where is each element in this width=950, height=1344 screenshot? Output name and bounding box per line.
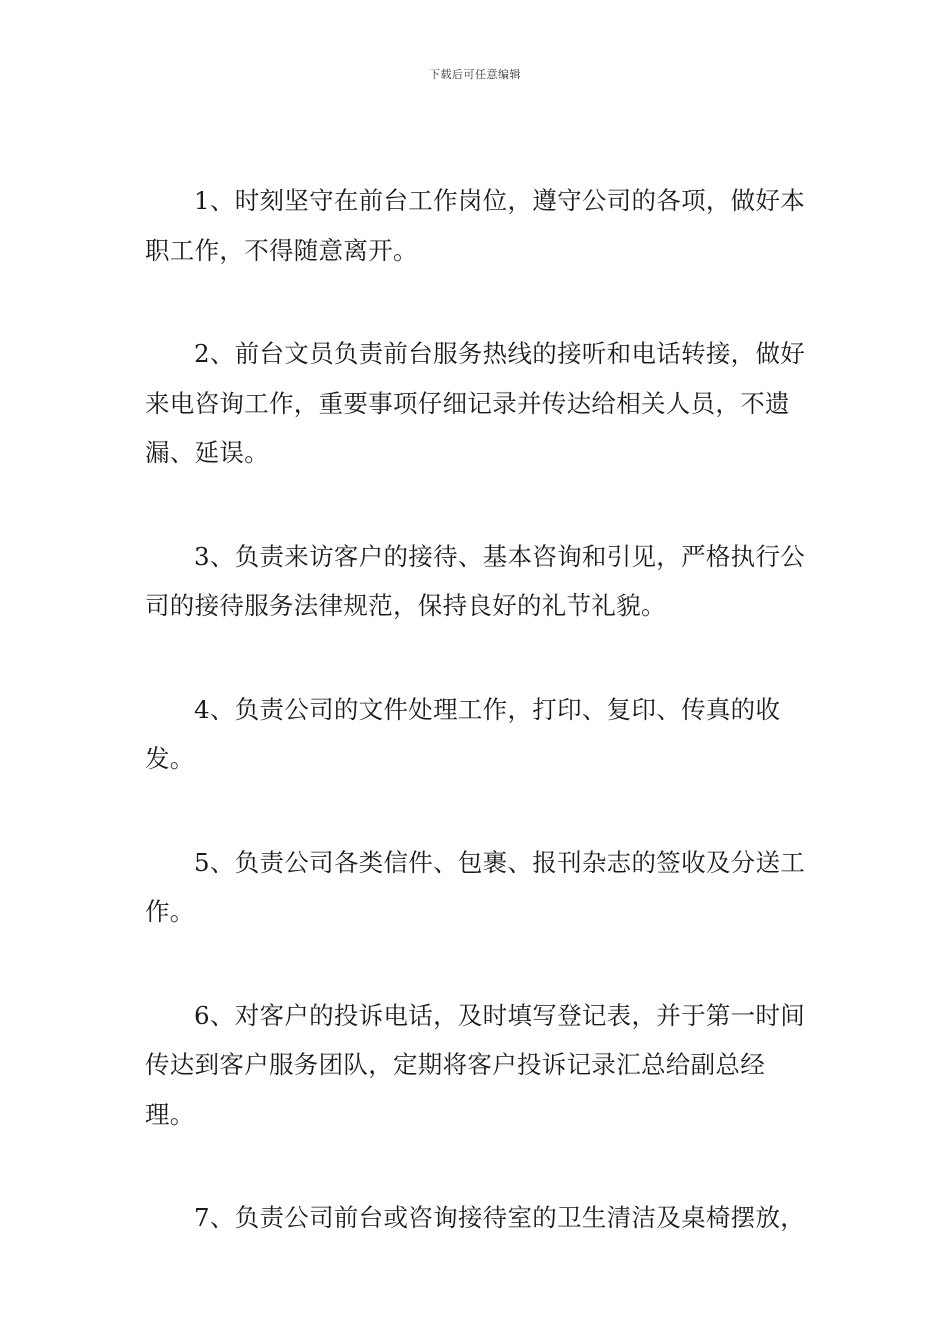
paragraph-4: 4、负责公司的文件处理工作，打印、复印、传真的收发。 xyxy=(145,694,781,773)
paragraph-3: 3、负责来访客户的接待、基本咨询和引见，严格执行公司的接待服务法律规范，保持良好的礼节礼貌。 xyxy=(145,541,806,620)
document-body xyxy=(145,176,807,1243)
paragraph-6: 6、对客户的投诉电话，及时填写登记表，并于第一时间传达到客户服务团队，定期将客户投诉记录汇总给副总经理。 xyxy=(145,1000,806,1129)
paragraph-1: 1、时刻坚守在前台工作岗位，遵守公司的各项，做好本职工作，不得随意离开。 xyxy=(145,186,806,265)
paragraph-5: 5、负责公司各类信件、包裹、报刊杂志的签收及分送工作。 xyxy=(145,847,806,926)
paragraph-7: 7、负责公司前台或咨询接待室的卫生清洁及桌椅摆放， xyxy=(194,1203,806,1232)
page-header: 下载后可任意编辑 xyxy=(429,68,521,81)
paragraph-2: 2、前台文员负责前台服务热线的接听和电话转接，做好来电咨询工作，重要事项仔细记录并传达给相关人员，不遗漏、延误。 xyxy=(145,339,806,467)
